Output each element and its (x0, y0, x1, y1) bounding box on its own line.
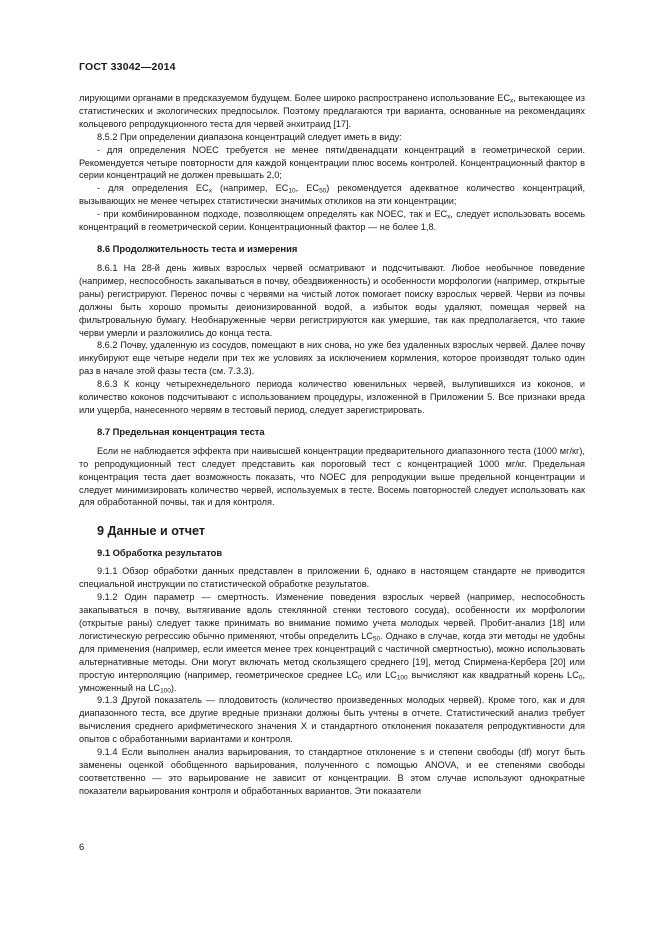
section-heading-8-7: 8.7 Предельная концентрация теста (97, 425, 265, 437)
paragraph-8-6-3: 8.6.3 К концу четырехнедельного периода количество ювенильных червей, вылупившихся из коконов, и количество коконов подсчитывают с использованием процедуры, изложенной в Приложении 5. Все признаки вреда или ущерба, нанесенного червям в тестовый период, следует зарегистрировать. (79, 379, 585, 415)
subscript: 10 (288, 187, 296, 195)
subscript: x (447, 213, 451, 221)
section-heading-9-1: 9.1 Обработка результатов (97, 547, 223, 559)
paragraph-8-6-1: 8.6.1 На 28-й день живых взрослых червей осматривают и подсчитывают. Любое необычное поведение (например, неспособность закапываться в почву, обездвиженность) и особенности морфологии (например, открытые раны) регистрируют. Перенос почвы с червями на чистый лоток помогает поиску взрослых червей. Черви из почвы должны быть хорошо промыты деионизированной водой, а избыток воды удаляют, помещая червей на фильтровальную бумагу. Необнаруженные черви регистрируются как умершие, так как предполагается, что такие черви умерли и разложились до конца теста. (79, 262, 585, 338)
text-run: лирующими органами в предсказуемом будущем. Более широко распространено использование EC (79, 93, 510, 103)
section-heading-8-6: 8.6 Продолжительность теста и измерения (97, 242, 298, 254)
subscript: 50 (319, 187, 327, 195)
subscript: 0 (578, 674, 583, 682)
list-item-noec: - для определения NOEC требуется не менее пяти/двенадцати концентраций в геометрической серии. Рекомендуется четыре повторности для каждой концентрации плюс восемь контролей. Концентрационный фактор в серии концентраций не должен превышать 2,0; (79, 144, 585, 181)
paragraph-limit-concentration: Если не наблюдается эффекта при наивысшей концентрации предварительного диапазонного теста (1000 мг/кг), то репродукционный тест следует представить как пороговый тест с концентрацией 1000 мг/кг. Предельная концентрация теста дает возможность показать, что NOEC для репродукции выше предельной концентрации и следует минимизировать количество червей, используемых в тесте. Восемь повторностей следует использовать как для обработанной почвы, так и для контроля. (79, 445, 585, 508)
document-body (79, 92, 585, 798)
page-number: 6 (79, 842, 85, 853)
chapter-heading-9: 9 Данные и отчет (97, 524, 206, 539)
paragraph-8-5-2: 8.5.2 При определении диапазона концентраций следует иметь в виду: (97, 131, 402, 142)
list-item-ecx (79, 182, 585, 208)
text-run: - при комбинированном подходе, позволяющем определять как NOEC, так и EC (97, 209, 448, 220)
paragraph (79, 92, 585, 131)
paragraph-9-1-2 (79, 591, 585, 694)
subscript: 50 (372, 635, 381, 643)
text-run: , следует использовать восемь концентраций в геометрической серии. Концентрационный фактор — не более 1,8. (79, 209, 585, 233)
text-run: ). (170, 682, 177, 693)
paragraph-8-6-2: 8.6.2 Почву, удаленную из сосудов, помещают в них снова, но уже без удаленных взрослых червей. Далее почву инкубируют еще четыре недели при тех же условиях за исключением кормления, которое производят только один раз в начале этой фазы теста (см. 7.3.3). (79, 340, 585, 377)
text-run: , EC (295, 183, 320, 194)
subscript: 100 (160, 687, 171, 695)
text-run: , вытекающее из статистических и экологических предпосылок. Поэтому предлагаются три варианта, основанные на рекомендациях кольцевого репродукционного теста для червей энхитраид [17]. (79, 93, 585, 129)
text-run: - для определения EC (97, 183, 209, 194)
text-run: ) рекомендуется адекватное количество концентраций, вызывающих не менее четырех статистически значимых откликов на эти концентрации; (79, 183, 586, 207)
list-item-combined (79, 208, 585, 234)
subscript: x (208, 187, 212, 195)
subscript: x (509, 97, 514, 105)
paragraph-9-1-3: 9.1.3 Другой показатель — плодовитость (количество произведенных молодых червей). Кроме того, как и для диапазонного теста, все другие вредные признаки должны быть учтены в отчете. Статистический анализ требует вычисления среднего арифметического значения X и стандартного отклонения показателя репродуктивности для опытов с обработанными вариантами и контроля. (79, 695, 585, 745)
paragraph-9-1-4: 9.1.4 Если выполнен анализ варьирования, то стандартное отклонение s и степени свободы (df) могут быть заменены оценкой обобщенного варьирования, полученного с помощью ANOVA, и ее степенями свободы соответственно — это варьирование не зависит от концентрации. В этом случае используют однократные показатели варьирования контроля и обработанных вариантов. Эти показатели (79, 747, 585, 796)
text-run: 9.1.2 Один параметр — смертность. Изменение поведения взрослых червей (например, неспособность закапываться в почву, вытягивание вдоль стеклянной стенки тестового сосуда), особенности их морфологии (открытые раны) следует также принимать во внимание помимо учета молодых червей. Пробит-анализ [18] или логистическую регрессию обычно применяют, чтобы определить LC (79, 592, 585, 641)
text-run: или LC (361, 669, 397, 680)
document-header-code: ГОСТ 33042—2014 (79, 61, 176, 73)
subscript: 100 (396, 674, 408, 682)
text-run: (например, EC (211, 183, 289, 194)
text-run: . Однако в случае, когда эти методы не удобны для применения (например, если имеется менее трех концентраций с частичной смертностью), можно использовать альтернативные методы. Они могут включать метод скользящего среднего [19], метод Спирмена-Кербера [20] или простую интерполяцию (например, геометрическое среднее LC (79, 630, 585, 680)
paragraph-9-1-1: 9.1.1 Обзор обработки данных представлен в приложении 6, однако в настоящем стандарте не приводится специальной инструкции по статистической обработке результатов. (79, 566, 585, 590)
subscript: 0 (358, 674, 362, 682)
text-run: , умноженный на LC (79, 669, 585, 693)
text-run: вычисляют как квадратный корень LC (407, 669, 579, 680)
